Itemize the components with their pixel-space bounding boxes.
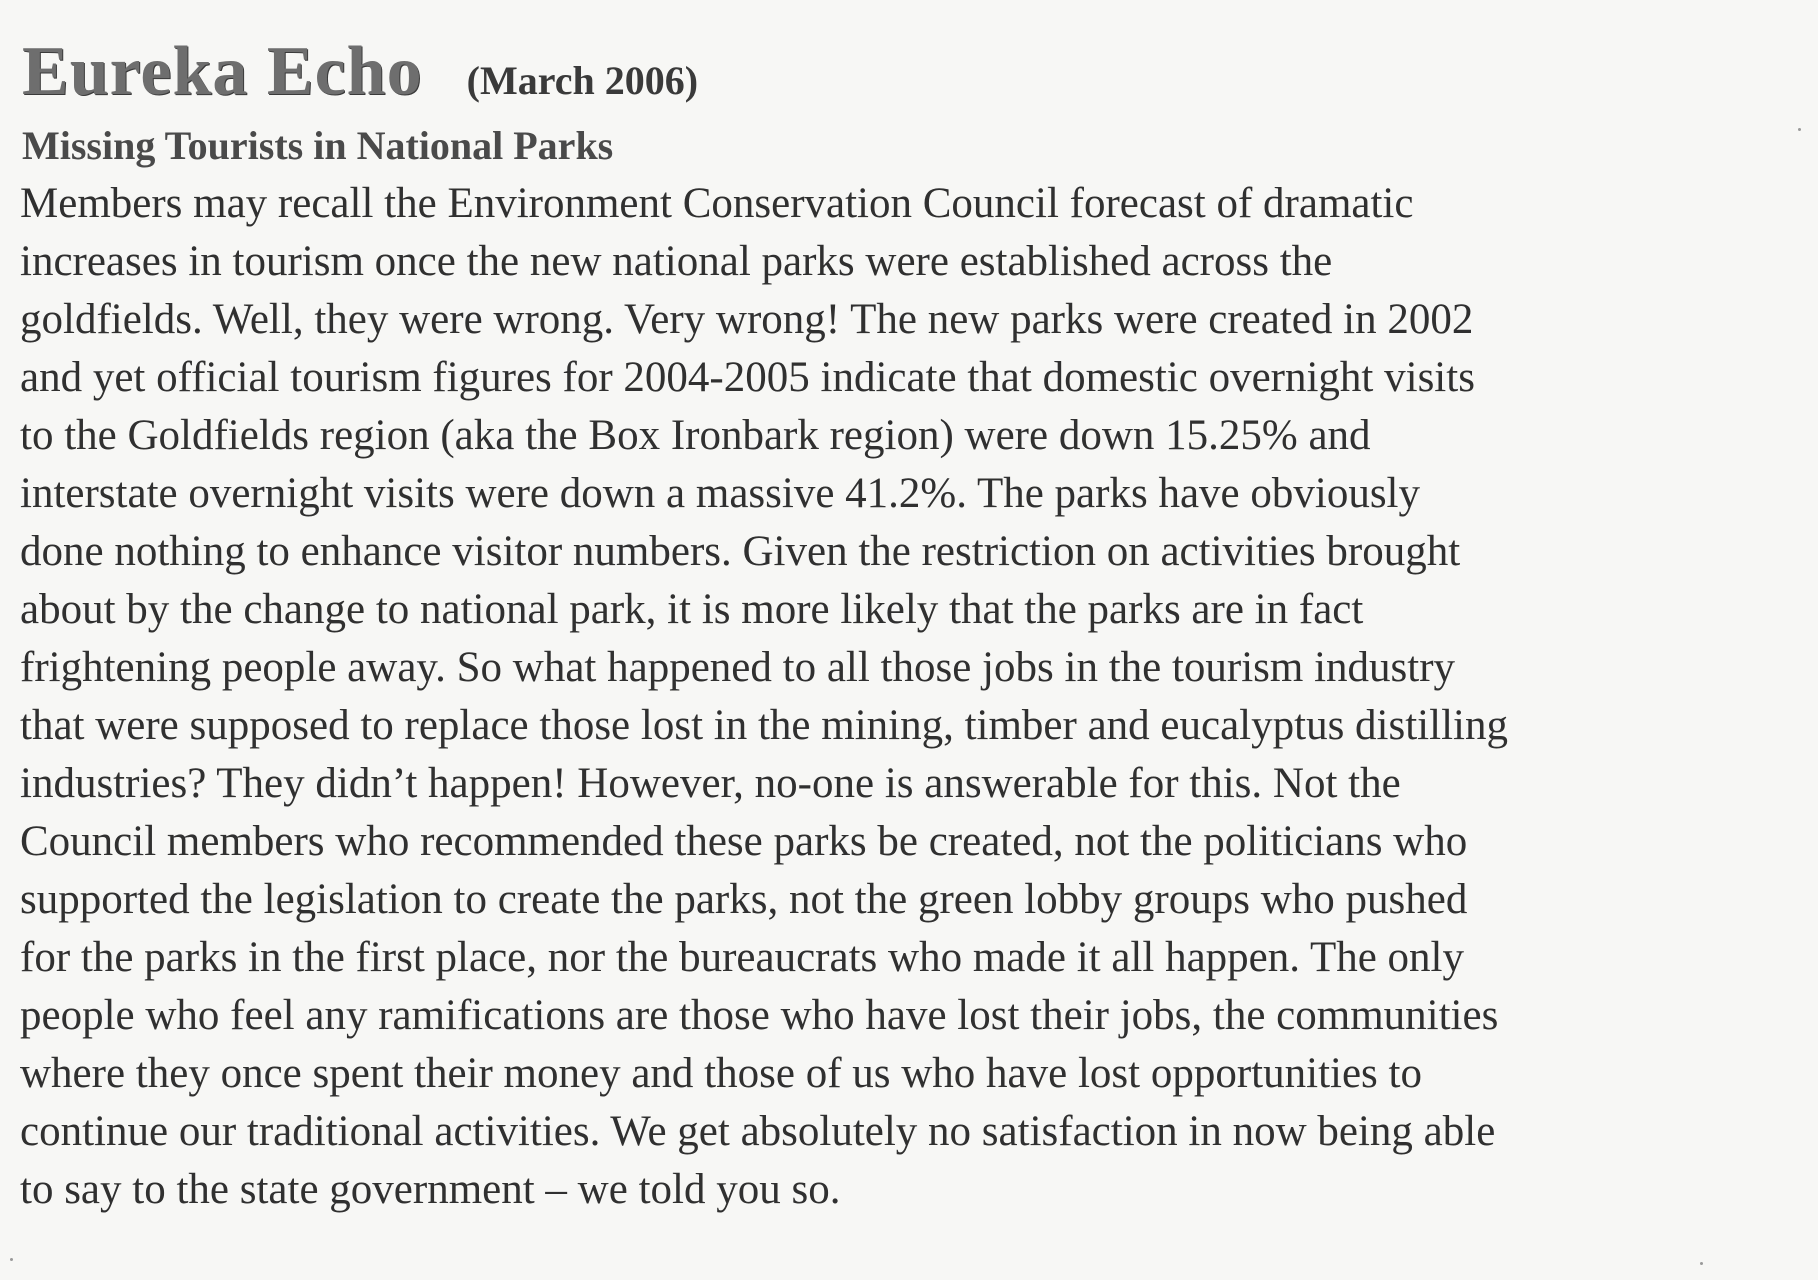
article-line: frightening people away. So what happened to all those jobs in the tourism industry (20, 644, 1456, 691)
publication-title: Eureka Echo (22, 33, 423, 110)
article-line: to the Goldfields region (aka the Box Ironbark region) were down 15.25% and (20, 412, 1371, 459)
article-line: done nothing to enhance visitor numbers. Given the restriction on activities brought (20, 528, 1461, 575)
article-line: goldfields. Well, they were wrong. Very wrong! The new parks were created in 2002 (20, 296, 1474, 343)
article-line: continue our traditional activities. We get absolutely no satisfaction in now being able (20, 1108, 1496, 1155)
article-line: industries? They didn’t happen! However, no-one is answerable for this. Not the (20, 760, 1401, 807)
article-line: where they once spent their money and those of us who have lost opportunities to (20, 1050, 1422, 1097)
article-body (20, 175, 1800, 1219)
article-line: that were supposed to replace those lost in the mining, timber and eucalyptus distilling (20, 702, 1508, 749)
scan-speck (1798, 128, 1801, 131)
masthead (22, 32, 698, 112)
article-line: about by the change to national park, it is more likely that the parks are in fact (20, 586, 1364, 633)
article-line: for the parks in the first place, nor the bureaucrats who made it all happen. The only (20, 934, 1465, 981)
article-line: increases in tourism once the new national parks were established across the (20, 238, 1333, 285)
publication-date: (March 2006) (466, 58, 699, 103)
article-line: supported the legislation to create the parks, not the green lobby groups who pushed (20, 876, 1468, 923)
article-line: Members may recall the Environment Conservation Council forecast of dramatic (20, 180, 1414, 227)
article-line: interstate overnight visits were down a massive 41.2%. The parks have obviously (20, 470, 1420, 517)
article-line: and yet official tourism figures for 2004-2005 indicate that domestic overnight visits (20, 354, 1475, 401)
scan-speck (10, 1258, 13, 1261)
article-headline: Missing Tourists in National Parks (22, 123, 614, 168)
article-line: people who feel any ramifications are those who have lost their jobs, the communities (20, 992, 1499, 1039)
scan-speck (1700, 1262, 1703, 1265)
article-line: Council members who recommended these parks be created, not the politicians who (20, 818, 1468, 865)
article-line: to say to the state government – we told you so. (20, 1166, 841, 1213)
